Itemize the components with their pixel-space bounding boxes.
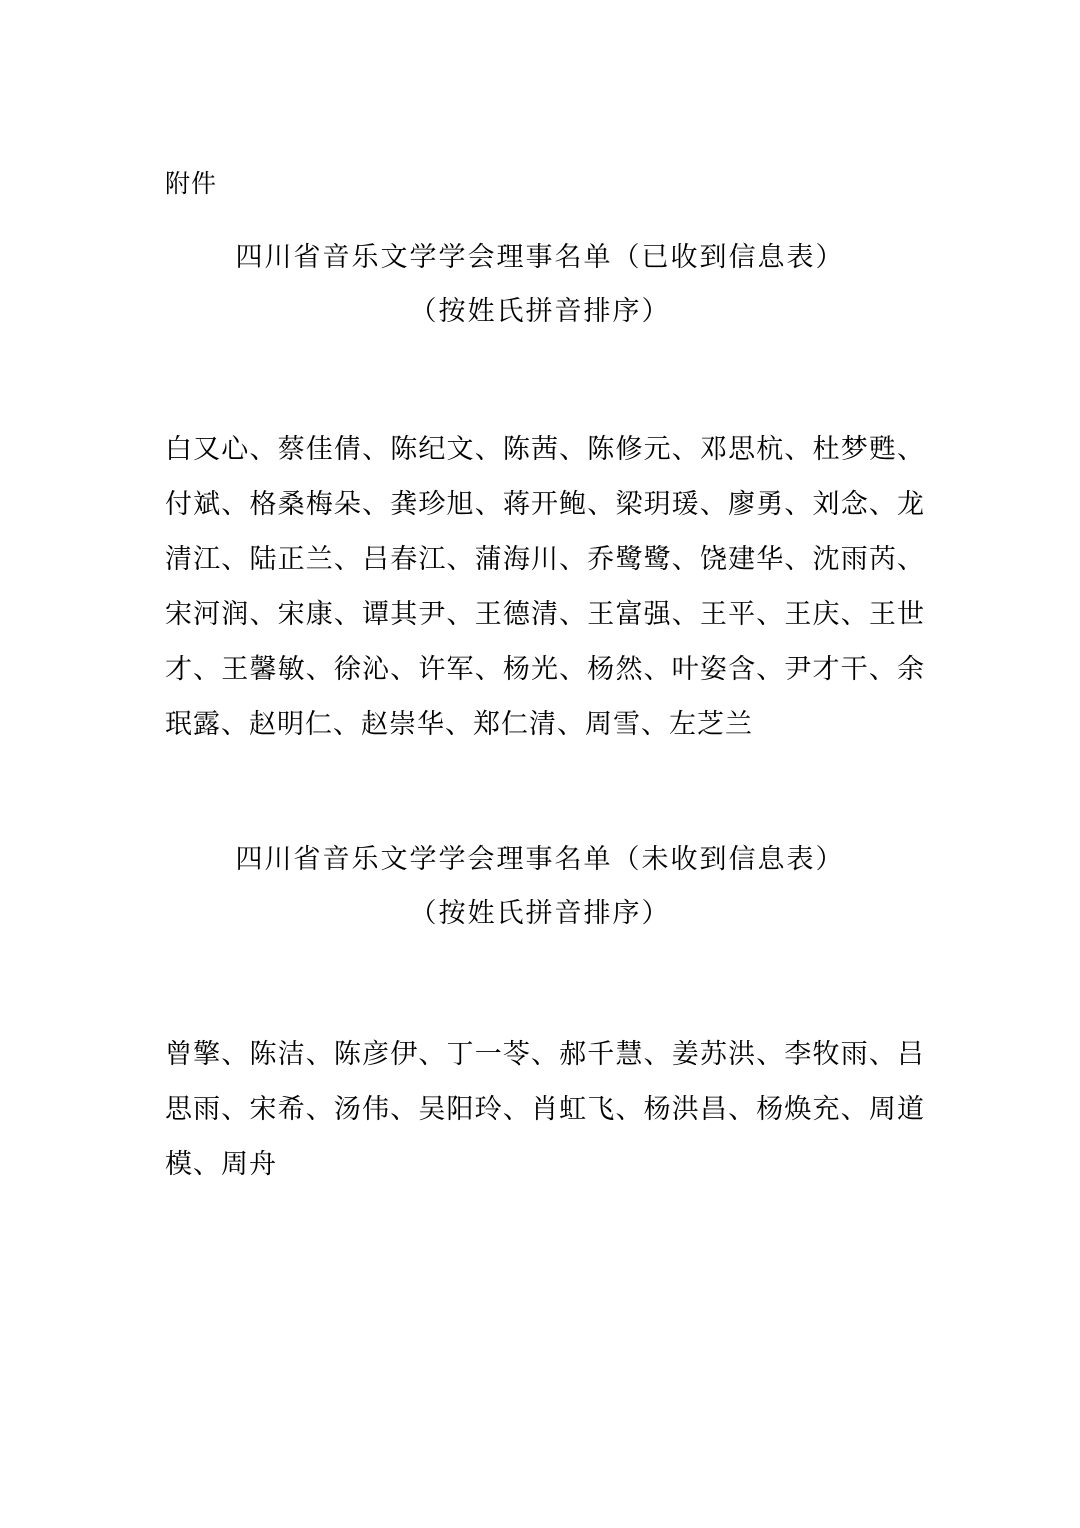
not-received-names-paragraph: 曾擎、陈洁、陈彦伊、丁一苓、郝千慧、姜苏洪、李牧雨、吕思雨、宋希、汤伟、吴阳玲、肖虹飞、杨洪昌、杨焕充、周道模、周舟 bbox=[165, 1039, 925, 1180]
not-received-list-subtitle: （按姓氏拼音排序） bbox=[409, 898, 671, 929]
received-names-paragraph: 白又心、蔡佳倩、陈纪文、陈茜、陈修元、邓思杭、杜梦甦、付斌、格桑梅朵、龚珍旭、蒋开鲍、梁玥瑗、廖勇、刘念、龙清江、陆正兰、吕春江、蒲海川、乔鹭鹭、饶建华、沈雨芮、宋河润、宋康、谭其尹、王德清、王富强、王平、王庆、王世才、王馨敏、徐沁、许军、杨光、杨然、叶姿含、尹才干、余珉露、赵明仁、赵崇华、郑仁清、周雪、左芝兰 bbox=[165, 434, 925, 740]
not-received-list-title: 四川省音乐文学学会理事名单（未收到信息表） bbox=[235, 844, 845, 875]
received-list-title: 四川省音乐文学学会理事名单（已收到信息表） bbox=[235, 242, 845, 273]
attachment-label: 附件 bbox=[165, 169, 218, 198]
received-list-subtitle: （按姓氏拼音排序） bbox=[409, 296, 671, 327]
